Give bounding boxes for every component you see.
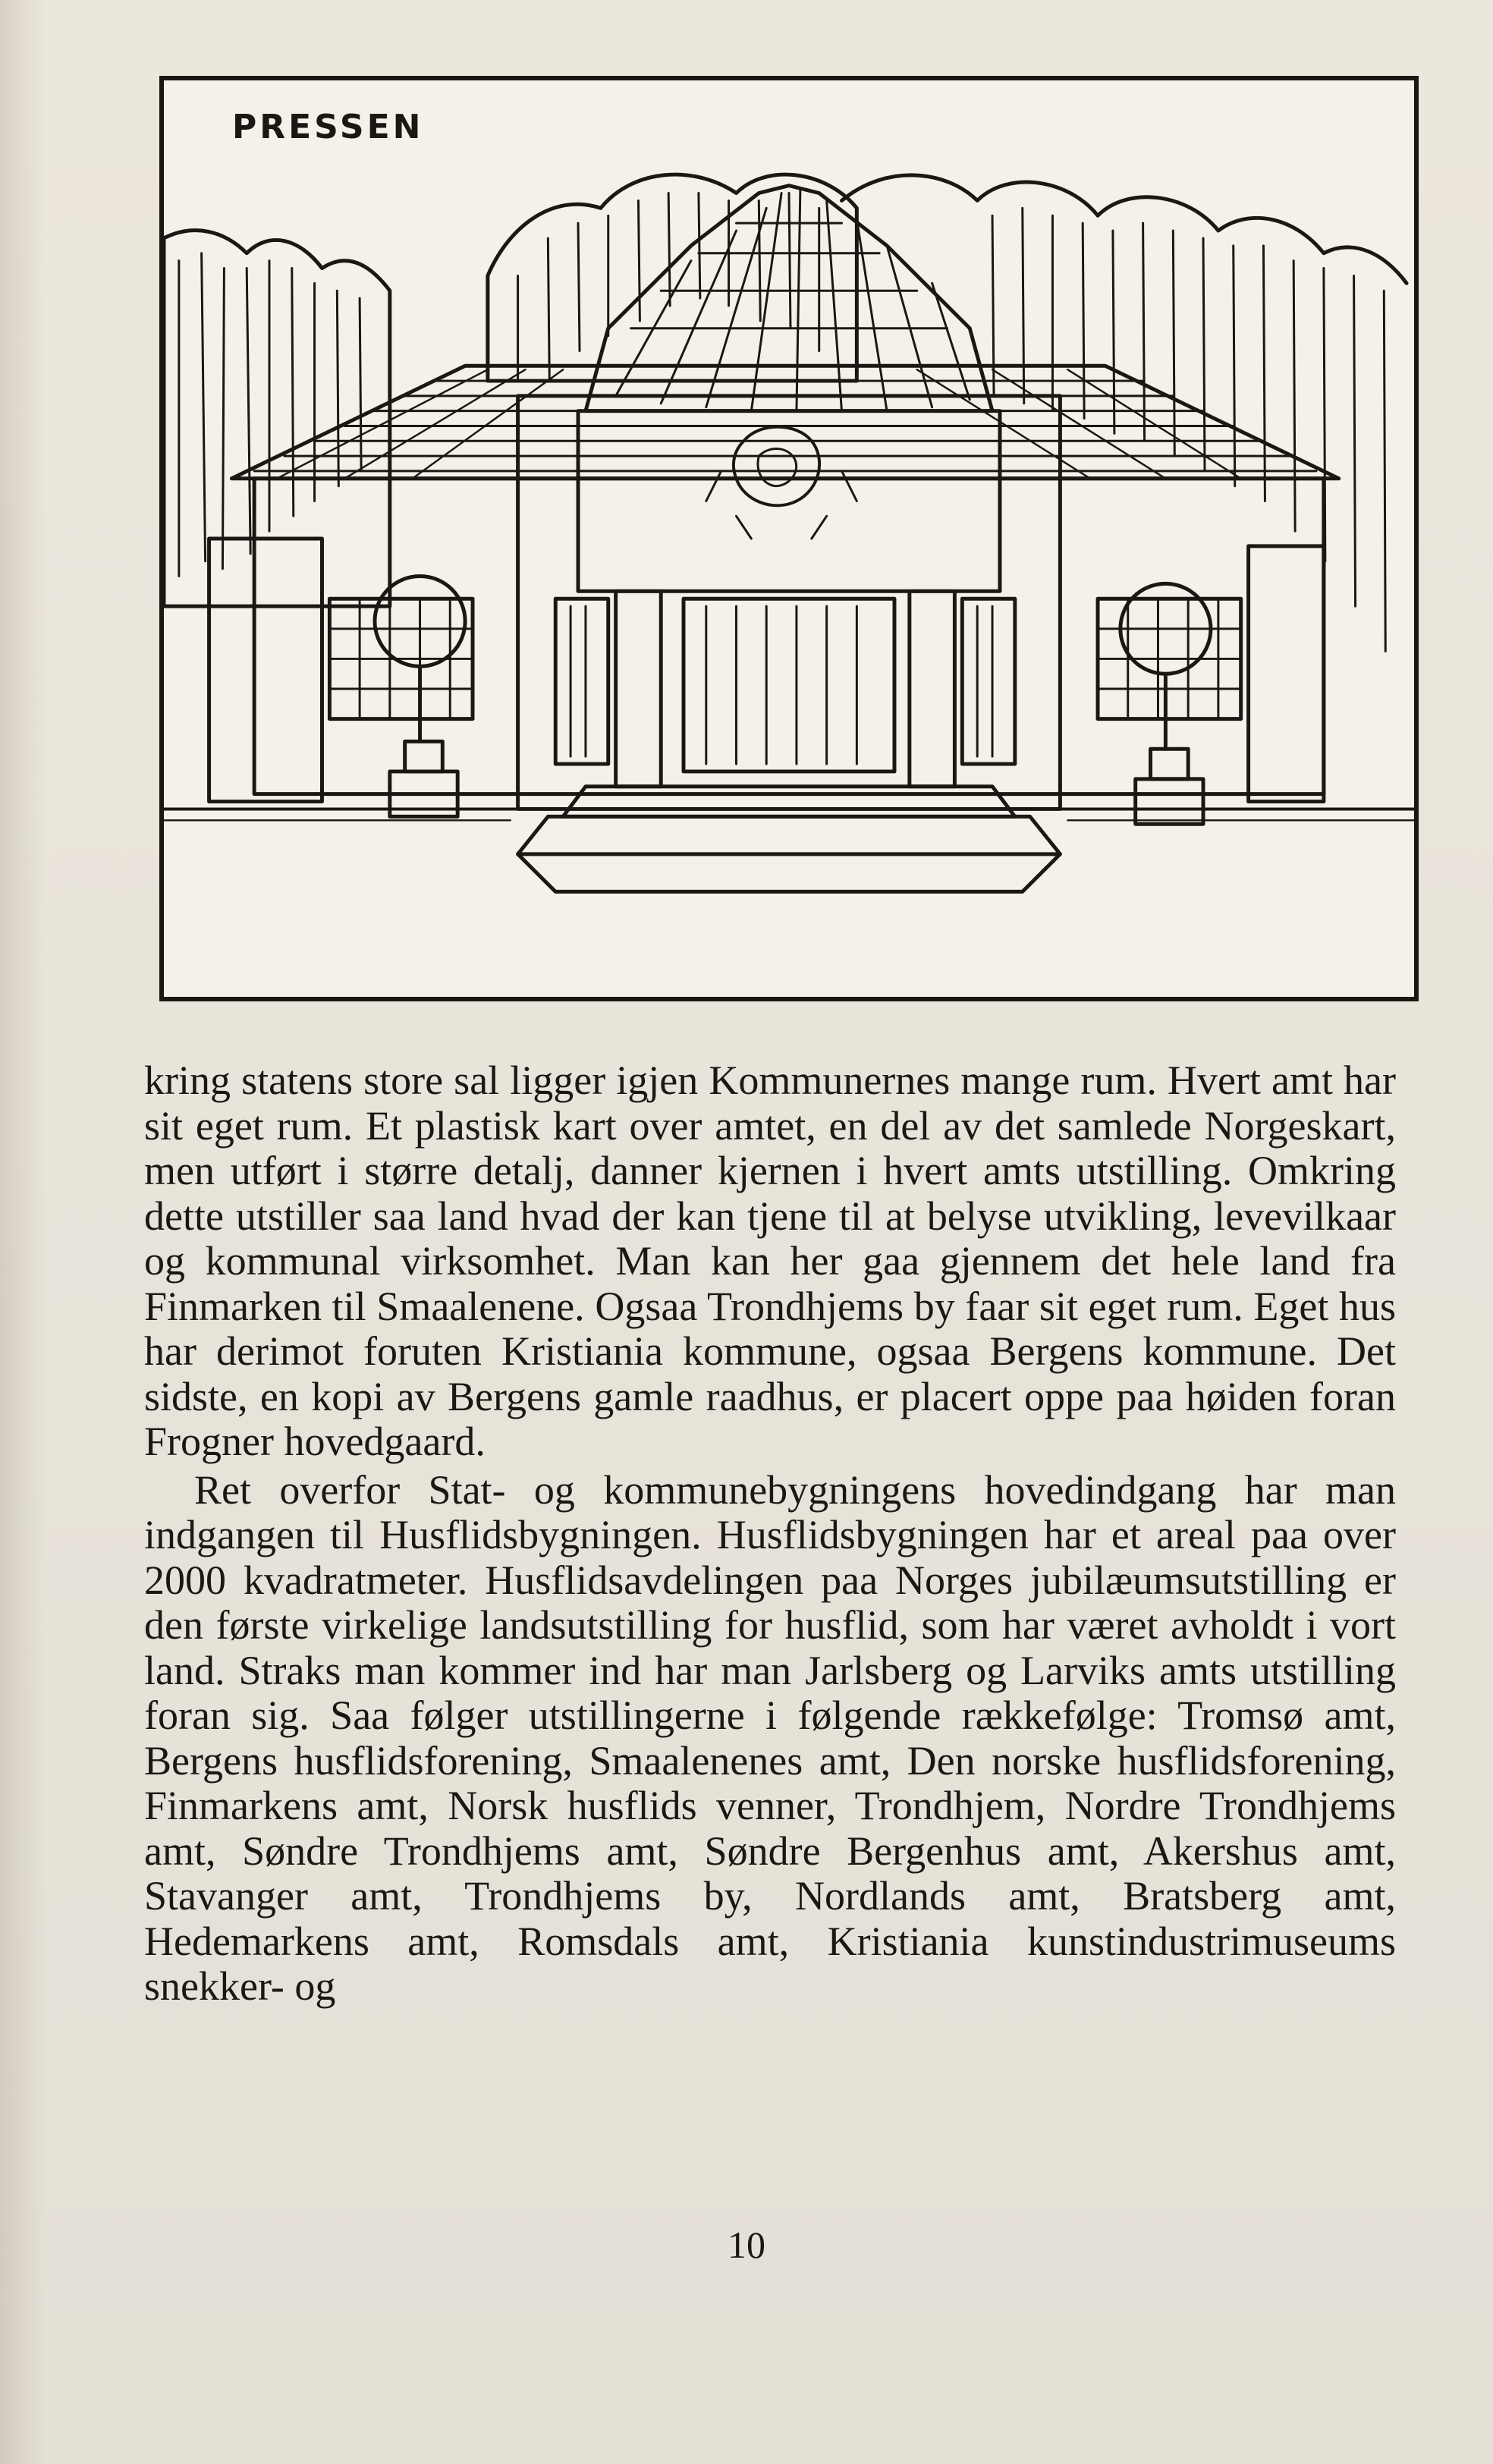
page-number: 10 [728,2224,765,2266]
body-text [144,1058,1396,2010]
paragraph-2: Ret overfor Stat- og kommunebygningens hovedindgang har man indgangen til Husflidsbygningen. Husflidsbygningen har et areal paa over 2000 kvadratmeter. Husflidsavdelingen paa Norges jubilæumsutstilling er den første virkelige landsutstilling for husflid, som har været avholdt i vort land. Straks man kommer ind har man Jarlsberg og Larviks amts utstilling foran sig. Saa følger utstillingerne i følgende rækkefølge: Tromsø amt, Bergens husflidsforening, Smaalenenes amt, Den norske husflidsforening, Finmarkens amt, Norsk husflids venner, Trondhjem, Nordre Trondhjems amt, Søndre Trondhjems amt, Søndre Bergenhus amt, Akershus amt, Stavanger amt, Trondhjems by, Nordlands amt, Bratsberg amt, Hedemarkens amt, Romsdals amt, Kristiania kunstindustrimuseums snekker- og [144,1466,1396,2009]
illustration-caption: PRESSEN [232,108,424,146]
pavilion-drawing-icon [164,80,1414,997]
paragraph-1: kring statens store sal ligger igjen Kommunernes mange rum. Hvert amt har sit eget rum. Et plastisk kart over amtet, en del av det samlede Norgeskart, men utført i større detalj, danner kjernen i hvert amts utstilling. Omkring dette utstiller saa land hvad der kan tjene til at belyse utvikling, levevilkaar og kommunal virksomhet. Man kan her gaa gjennem det hele land fra Finmarken til Smaalenene. Ogsaa Trondhjems by faar sit eget rum. Eget hus har derimot foruten Kristiania kommune, ogsaa Bergens kommune. Det sidste, en kopi av Bergens gamle raadhus, er placert oppe paa høiden foran Frogner hovedgaard. [144,1058,1396,1464]
pavilion-illustration [159,76,1419,1001]
